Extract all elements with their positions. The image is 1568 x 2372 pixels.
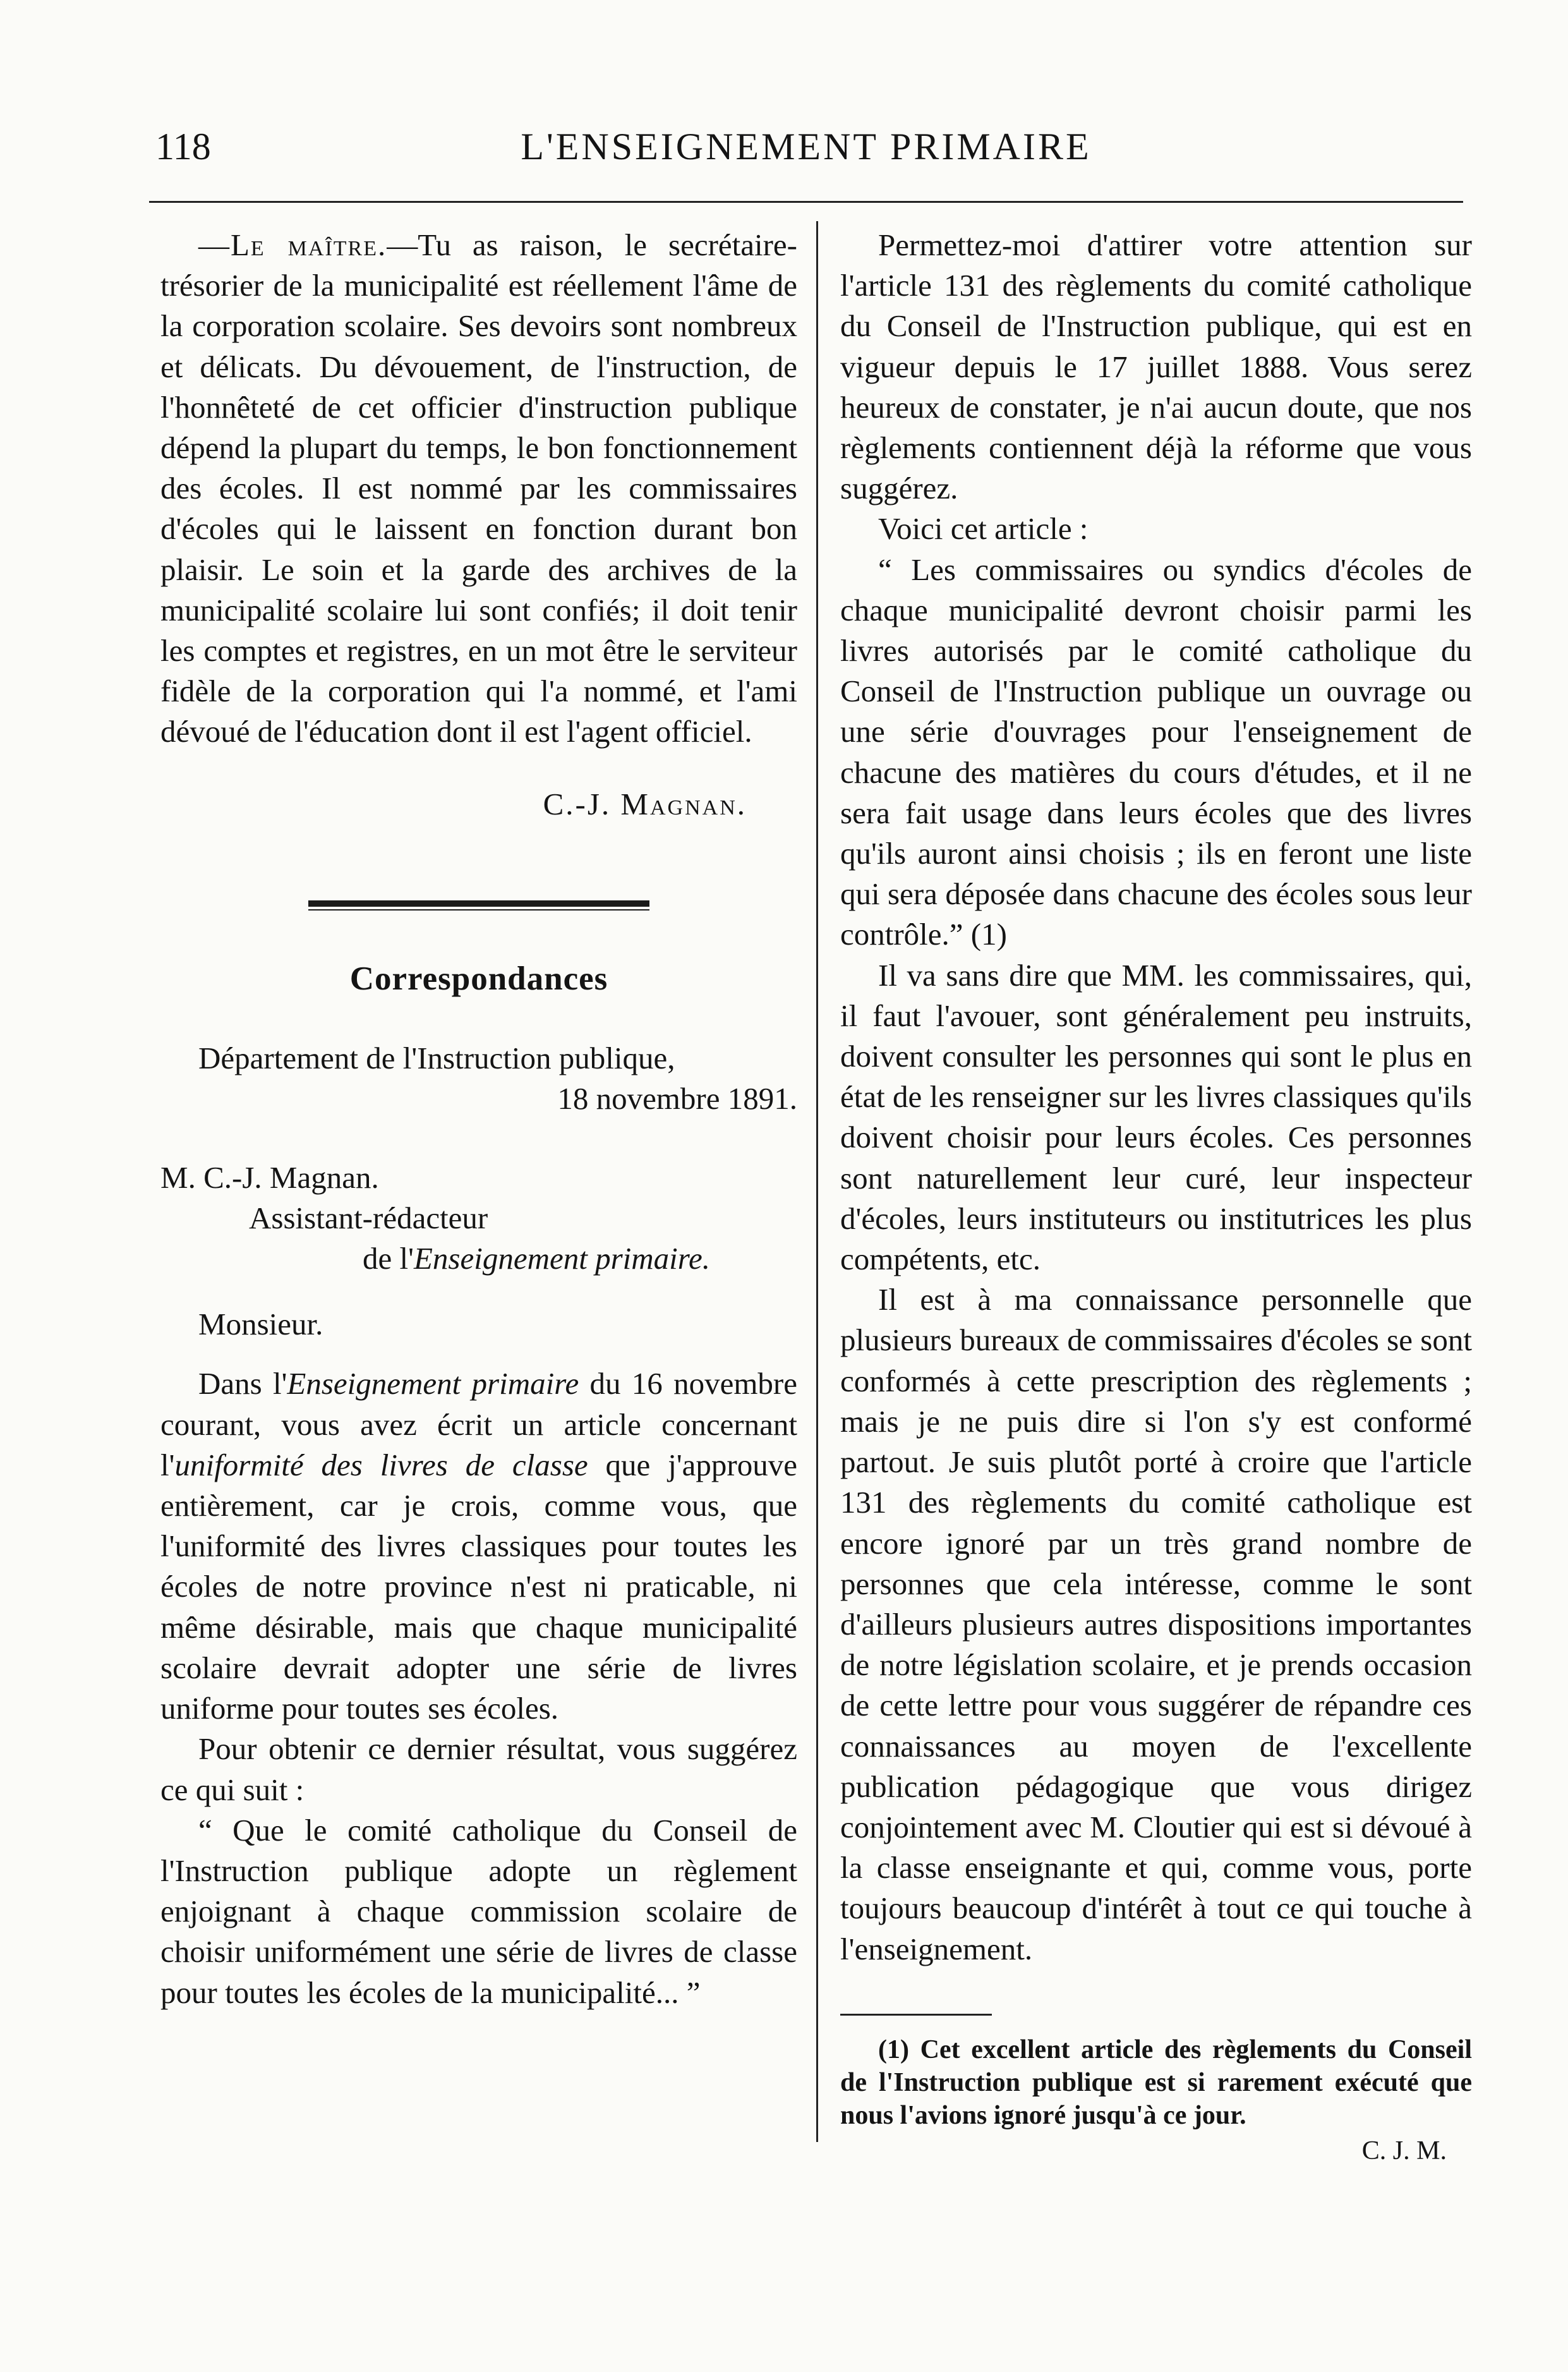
paragraph-quote: “ Que le comité catholique du Conseil de l'Instruction publique adopte un règlement enjoignant à chaque commission scolaire de choisir uniformément une série de livres de classe pour toutes les écoles de la municipalité... ” [160, 1812, 797, 2010]
paragraph-il-est: Il est à ma connaissance personnelle que plusieurs bureaux de commissaires d'écoles se sont conformés à cette prescription des règlements ; mais je ne puis dire si l'on s'y est conformé partout. Je suis plutôt porté à croire que l'article 131 des règlements du comité catholique est encore ignoré par un très grand nombre de personnes que cela intéresse, comme le sont d'ailleurs plusieurs autres dispositions importantes de notre législation scolaire, et je prends occasion de cette lettre pour vous suggérer de répandre ces connaissances au moyen de l'excellente publication pédagogique que vous dirigez conjointement avec M. Cloutier qui est si dévoué à la classe enseignante et qui, comme vous, porte toujours beaucoup d'intérêt à tout ce qui touche à l'enseignement. [840, 1282, 1472, 1966]
section-title: Correspondances [349, 960, 608, 998]
letter-addressee: M. C.-J. Magnan. [160, 1159, 379, 1195]
running-head [149, 125, 1463, 169]
paragraph-maitre: —Le maître.—Tu as raison, le secrétaire-trésorier de la municipalité est réellement l'âme de la corporation scolaire. Ses devoirs sont nombreux et délicats. Du dévouement, de l'instruction, de l'honnêteté de cet officier d'instruction publique dépend la plupart du temps, le bon fonctionnement des écoles. Il est nommé par les commissaires d'écoles qui le laissent en fonction durant bon plaisir. Le soin et la garde des archives de la municipalité scolaire lui sont confiés; il doit tenir les comptes et registres, en un mot être le serviteur fidèle de la corporation qui l'a nommé, et l'ami dévoué de l'éducation dont il est l'agent officiel. [160, 227, 797, 749]
paragraph-pour-obtenir: Pour obtenir ce dernier résultat, vous suggérez ce qui suit : [160, 1731, 797, 1807]
speaker-label: —Le maître. [198, 227, 387, 262]
letter-department: Département de l'Instruction publique, [198, 1041, 675, 1076]
letter-publication: de l'Enseignement primaire. [363, 1241, 710, 1276]
right-column [840, 225, 1472, 2170]
ornament-rule [308, 900, 649, 911]
letter-date: 18 novembre 1891. [557, 1081, 797, 1116]
paragraph-permettez: Permettez-moi d'attirer votre attention sur l'article 131 des règlements du comité catholique du Conseil de l'Instruction publique, qui est en vigueur depuis le 17 juillet 1888. Vous serez heureux de constater, je n'ai aucun doute, que nos règlements contiennent déjà la réforme que vous suggérez. [840, 227, 1472, 506]
paragraph-voici: Voici cet article : [878, 511, 1089, 547]
paragraph-dans: Dans l'Enseignement primaire du 16 novembre courant, vous avez écrit un article concernant l'uniformité des livres de classe que j'approuve entièrement, car je crois, comme vous, que l'uniformité des livres classiques pour toutes les écoles de notre province n'est ni praticable, ni même désirable, mais que chaque municipalité scolaire devrait adopter une série de livres uniforme pour toutes ses écoles. [160, 1366, 797, 1726]
page-number: 118 [155, 126, 211, 167]
paragraph-il-va: Il va sans dire que MM. les commissaires, qui, il faut l'avouer, sont généralement peu instruits, doivent consulter les personnes qui sont le plus en état de les renseigner sur les livres classiques qu'ils doivent choisir pour leurs écoles. Ces personnes sont naturellement leur curé, leur inspecteur d'écoles, leurs instituteurs ou institutrices les plus compétents, etc. [840, 957, 1472, 1277]
column-divider [816, 221, 818, 2142]
footnote-rule [840, 2014, 992, 2016]
journal-title: L'ENSEIGNEMENT PRIMAIRE [521, 126, 1092, 167]
letter-salutation: Monsieur. [198, 1307, 323, 1342]
left-column [160, 225, 797, 2013]
paragraph-article-quote: “ Les commissaires ou syndics d'écoles de chaque municipalité devront choisir parmi les livres autorisés par le comité catholique du Conseil de l'Instruction publique un ouvrage ou une série d'ouvrages pour l'enseignement de chacune des matières du cours d'études, et il ne sera fait usage dans leurs écoles que des livres qu'ils auront ainsi choisis ; ils en feront une liste qui sera déposée dans chacune des écoles sous leur contrôle.” (1) [840, 552, 1472, 952]
signature: C.-J. Magnan. [543, 786, 747, 821]
footnote: (1) Cet excellent article des règlements du Conseil de l'Instruction publique est si rarement exécuté que nous l'avions ignoré jusqu'à ce jour. [840, 2035, 1472, 2130]
ornament-divider [160, 880, 797, 921]
letter-role: Assistant-rédacteur [249, 1200, 488, 1235]
footnote-signature: C. J. M. [1361, 2136, 1447, 2165]
header-rule [149, 201, 1463, 203]
